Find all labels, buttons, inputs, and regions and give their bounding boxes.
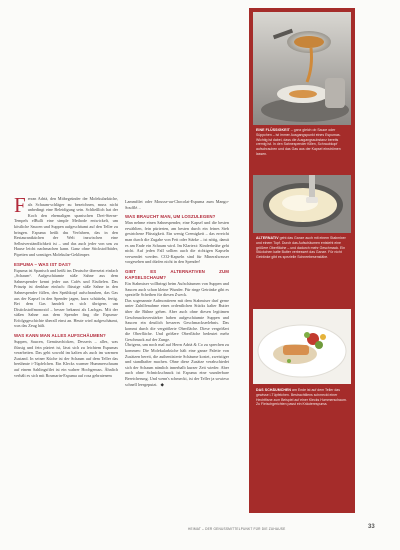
frothing-pot-image [253,175,351,233]
end-mark-icon: ◆ [160,382,164,388]
body-paragraph: Man nehme einen Sahnespender, eine Kapsel und die besten erwählten, fein pürierten, am besten durch ein feines Sieb gestrichene Flüssigkeit. Ein wenig Cremigkeit – das erreicht man durch die Zugabe von Fett oder Stärke – ist nötig, damit es am Ende ein Schaum wird. Im Klartext: Kinderbrühe geht nicht. Auf jeden Fall sollten auch die richtigen Kapseln verwendet werden. CO2-Kapseln sind für Mineralwasser vorgesehen und dürfen nicht in den Spender! [125,220,229,265]
text-column-1 [14,193,118,378]
section-heading: GIBT ES ALTERNATIVEN ZUM KAPSELSCHAUM? [125,268,229,280]
caption-flussigkeit [256,128,348,157]
pouring-sauce-image [253,12,351,125]
section-heading: WAS KANN MAN ALLES AUFSCHÄUMEN? [14,333,106,339]
plated-dish-image [253,309,351,384]
body-paragraph [125,342,229,388]
intro-text: erran Adrià, den Mitbegründer der Molekularküche, als Schaum-schläger zu bezeichnen, muss nicht unbedingt eine Beleidigung sein. Schließlich hat der Koch den ehemaligen spanischen Drei-Sterne-Tempels elBulli eine simple Methode entwickelt, um köstliche Saucen und Suppen aufgeschäumt auf den Teller zu bringen. Espuma heißt das Verfahren, das in den Restaurantküchen der Welt inzwischen eine Selbstverständlichkeit ist – und das auch jeder von uns zu Hause leicht nachmachen kann. Ganz ohne Stickstoffbäder, Pipetten und sonstiges Molekular-Geklimper. [14,196,118,257]
page-footer: HEIMAT – DER GENUSSMITTELPUNKT FÜR DIE ZUHAUSE [188,527,286,531]
section-heading: ESPUMA – WAS IST DAS? [14,261,71,267]
closing-text: Übrigens, um noch mal auf Herrn Adrià & Co zu sprechen zu kommen: Die Molekularküche hält eine ganze Palette von Zusätzen bereit, die authentisierte Schäume kostet, zweistiger und standhafter machen. Ohne diese Zusätze verabschiedet sich der Schaum nämlich innerhalb kurzer Zeit wieder. Aber auch ohne Schnickschnack ist Espuma eine wunderbare Bereicherung. Und wenn's schmeckt, ist der Teller ja sowieso schnell leergeputzt. [125,342,229,387]
caption-text: – ganz gleich ob Sauce oder Süppchen – ist immer Ausgangspunkt eines Espumas. Wichtig ist dabei, dass die Ausgangssubstanz bereits cremig ist. In den Sahnespender füllen, Schraubkopf aufschrauben und das Gas aus der Kapsel einströmen lassen. [256,128,341,156]
caption-alternativ [256,236,348,260]
section-heading: WAS BRAUCHT MAN, UM LOSZULEGEN? [125,214,216,220]
page-number: 33 [368,524,375,530]
caption-title: DAS SCHÄUMCHEN [256,388,292,392]
caption-text: geht das Ganze auch mit einem Stabmixer und einem Topf. Durch das Aufschäumen entsteht eine größere Oberfläche – und dadurch mehr Geschmack. Ein Stückchen kalte Butter verbessert das Ganze. Für nicht Getränke gibt es spezielle Schneebesenstäbe. [256,236,346,260]
intro-paragraph [14,193,118,258]
photo-frothing-pot [253,175,351,233]
body-paragraph: Espuma ist Spanisch und heißt ins Deutsche übersetzt einfach „Schaum“. Aufgeschäumte süße Sahne aus dem Sahnespender kennt jeder aus Cafés und Eisdielen. Das Prinzip ist denkbar einfach: flüssige süße Sahne in den Sahnespender füllen, den Sprühkopf aufschrauben, das Gas aus der Kapsel in den Spender jagen, kurz schütteln, fertig. Bei dem Gas handelt es sich übrigens um Distickstoffmonoxid – besser bekannt als Lachgas. Mit der süßen Sahne aus dem Spender fing die Espuma-Erfolgsgeschichte überall einst an. Heute wird aufgeschäumt, was das Zeug hält. [14,267,118,329]
caption-text: am Ende ist auf dem Teller das gewisse i-Tüpfelchen. Bestrachtliens schmeckt einer Hechtfisne zum Beispiel auf einer Klecks Hummerschaum. Zu Fleischgerichten passt ein Kräuterespuma. [256,388,347,407]
text-column-2 [125,199,229,388]
caption-schaumchen [256,388,348,407]
photo-plated-dish [253,309,351,384]
body-paragraph: Das sogenannte Aufmontieren mit dem Stabmixer darf gerne unter Zuhilfenahme eines ordentlichen Stücks kalter Butter über die Bühne gehen. Aber auch ohne diesen legitimen Geschmacksverstärker haben aufgeschäumte Suppen und Saucen ein deutlich besseres Geschmackserlebnis. Das kommt durch die vergrößerte Oberfläche. Diese vergrößert die Oberfläche. Und größere Oberfläche bedeutet mehr Geschmack auf der Zunge. [125,297,229,342]
body-paragraph: Ein Stabmixer vollbringt beim Aufschäumen von Suppen und Saucen auch schon kleine Wunder. Für ringe Getränke gibt es spezielle Scheiben für diesen Zweck. [125,280,229,298]
caption-title: EINE FLÜSSIGKEIT [256,128,290,132]
photo-pouring-sauce [253,12,351,125]
body-paragraph: Lammfilet oder Mousse-au-Chocolat-Espuma zum Mango-Soufflé… [125,199,229,210]
caption-title: ALTERNATIV [256,236,279,240]
drop-cap: F [14,193,26,217]
body-paragraph: Suppen, Saucen, Gemüsechicken, Desserts – alles, was flüssig und fein püriert ist, lässt sich zu leichtem Espumas verarbeiten. Das geht sowohl im kalten als auch im warmen Zustand. In seiner Küche ist der Schaum auf dem Teller das berühmte i-Tüpfelchen. Ein Klecks warmer Hummerschaum auf einem Sahlingsfilet ist ein wahrer Hochgenuss. Ähnlich verhält es sich mit Rosmarin-Espuma auf rosa gebratenem [14,339,118,378]
